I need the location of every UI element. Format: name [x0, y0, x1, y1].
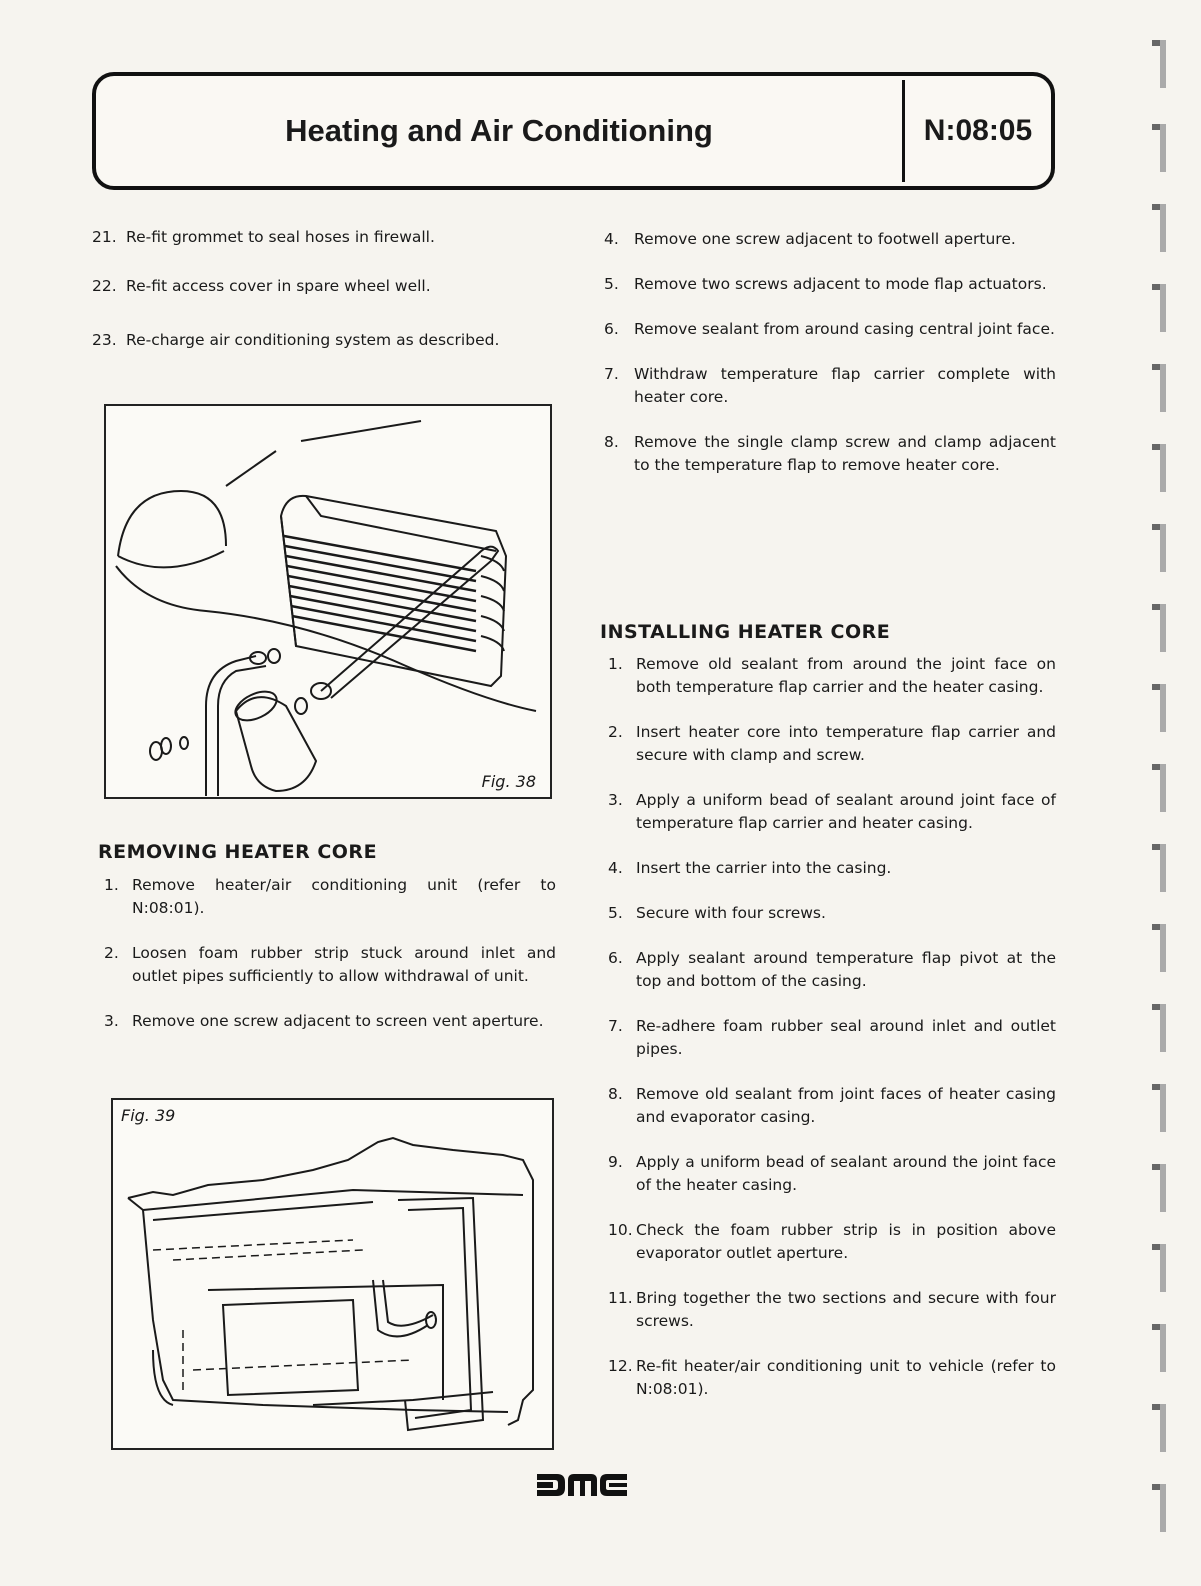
list-item	[604, 431, 1056, 477]
list-item	[608, 1287, 1056, 1333]
step-number: 21.	[92, 228, 117, 246]
index-tab-marks	[1152, 40, 1172, 1540]
page-title: Heating and Air Conditioning	[285, 113, 713, 148]
step-number: 6.	[604, 320, 619, 338]
step-text: Re-fit heater/air conditioning unit to vehicle (refer to N:08:01).	[636, 1357, 1056, 1398]
list-item	[92, 275, 556, 298]
list-item	[608, 1355, 1056, 1401]
step-text: Apply a uniform bead of sealant around the joint face of the heater casing.	[636, 1153, 1056, 1194]
tab-mark	[1152, 524, 1166, 572]
list-item	[608, 1219, 1056, 1265]
tab-mark	[1152, 684, 1166, 732]
tab-mark	[1152, 924, 1166, 972]
step-text: Re-charge air conditioning system as described.	[126, 331, 500, 349]
figure-caption: Fig. 39	[121, 1106, 176, 1125]
step-number: 6.	[608, 949, 623, 967]
tab-mark	[1152, 1484, 1166, 1532]
list-item	[608, 1151, 1056, 1197]
step-number: 1.	[608, 655, 623, 673]
step-number: 10.	[608, 1221, 633, 1239]
list-item	[104, 874, 556, 920]
tab-mark	[1152, 844, 1166, 892]
list-item	[608, 789, 1056, 835]
tab-mark	[1152, 40, 1166, 88]
tab-mark	[1152, 1004, 1166, 1052]
step-number: 4.	[608, 859, 623, 877]
step-number: 2.	[104, 944, 119, 962]
step-text: Insert the carrier into the casing.	[636, 859, 892, 877]
list-item	[92, 329, 556, 352]
step-text: Secure with four screws.	[636, 904, 826, 922]
installing-steps	[608, 653, 1056, 1401]
dmc-logo	[537, 1474, 627, 1496]
step-number: 23.	[92, 331, 117, 349]
list-item	[608, 947, 1056, 993]
section-code: N:08:05	[923, 114, 1033, 147]
step-text: Remove two screws adjacent to mode flap actuators.	[634, 275, 1047, 293]
step-text: Remove old sealant from around the joint face on both temperature flap carrier and the heater casing.	[636, 655, 1056, 696]
right-steps-top	[604, 228, 1056, 477]
step-number: 1.	[104, 876, 119, 894]
figure-38	[104, 404, 552, 799]
tab-mark	[1152, 764, 1166, 812]
step-number: 3.	[104, 1012, 119, 1030]
list-item	[608, 653, 1056, 699]
heater-core-illustration	[106, 406, 550, 797]
list-item	[92, 226, 556, 249]
list-item	[608, 857, 1056, 880]
step-number: 3.	[608, 791, 623, 809]
left-steps-top	[92, 226, 556, 352]
list-item	[608, 1015, 1056, 1061]
step-text: Re-fit grommet to seal hoses in firewall.	[126, 228, 435, 246]
tab-mark	[1152, 1084, 1166, 1132]
step-number: 5.	[604, 275, 619, 293]
step-text: Insert heater core into temperature flap carrier and secure with clamp and screw.	[636, 723, 1056, 764]
step-text: Loosen foam rubber strip stuck around inlet and outlet pipes sufficiently to allow withdrawal of unit.	[132, 944, 556, 985]
section-heading-installing: INSTALLING HEATER CORE	[600, 621, 891, 643]
list-item	[104, 1010, 556, 1033]
tab-mark	[1152, 1324, 1166, 1372]
tab-mark	[1152, 604, 1166, 652]
step-number: 5.	[608, 904, 623, 922]
page-header	[92, 72, 1055, 190]
step-text: Remove one screw adjacent to footwell aperture.	[634, 230, 1016, 248]
step-number: 9.	[608, 1153, 623, 1171]
tab-mark	[1152, 204, 1166, 252]
step-text: Withdraw temperature flap carrier complete with heater core.	[634, 365, 1056, 406]
step-number: 4.	[604, 230, 619, 248]
step-text: Remove sealant from around casing central joint face.	[634, 320, 1055, 338]
step-number: 2.	[608, 723, 623, 741]
step-number: 12.	[608, 1357, 633, 1375]
step-text: Re-fit access cover in spare wheel well.	[126, 277, 431, 295]
tab-mark	[1152, 124, 1166, 172]
step-text: Apply sealant around temperature flap pivot at the top and bottom of the casing.	[636, 949, 1056, 990]
step-number: 8.	[608, 1085, 623, 1103]
list-item	[604, 273, 1056, 296]
list-item	[604, 318, 1056, 341]
heater-casing-illustration	[113, 1100, 552, 1448]
tab-mark	[1152, 444, 1166, 492]
step-number: 22.	[92, 277, 117, 295]
removing-steps	[104, 874, 556, 1033]
figure-39	[111, 1098, 554, 1450]
step-number: 7.	[604, 365, 619, 383]
step-text: Remove old sealant from joint faces of heater casing and evaporator casing.	[636, 1085, 1056, 1126]
tab-mark	[1152, 364, 1166, 412]
tab-mark	[1152, 1244, 1166, 1292]
tab-mark	[1152, 284, 1166, 332]
tab-mark	[1152, 1164, 1166, 1212]
tab-mark	[1152, 1404, 1166, 1452]
step-text: Bring together the two sections and secure with four screws.	[636, 1289, 1056, 1330]
step-text: Remove one screw adjacent to screen vent aperture.	[132, 1012, 544, 1030]
list-item	[604, 363, 1056, 409]
list-item	[604, 228, 1056, 251]
step-text: Remove the single clamp screw and clamp adjacent to the temperature flap to remove heater core.	[634, 433, 1056, 474]
figure-caption: Fig. 38	[481, 772, 536, 791]
dmc-logo-mark	[537, 1474, 627, 1496]
step-text: Remove heater/air conditioning unit (refer to N:08:01).	[132, 876, 556, 917]
list-item	[104, 942, 556, 988]
list-item	[608, 721, 1056, 767]
list-item	[608, 902, 1056, 925]
step-number: 7.	[608, 1017, 623, 1035]
step-number: 8.	[604, 433, 619, 451]
step-text: Apply a uniform bead of sealant around joint face of temperature flap carrier and heater casing.	[636, 791, 1056, 832]
list-item	[608, 1083, 1056, 1129]
step-number: 11.	[608, 1289, 633, 1307]
step-text: Check the foam rubber strip is in position above evaporator outlet aperture.	[636, 1221, 1056, 1262]
section-heading-removing: REMOVING HEATER CORE	[98, 841, 378, 863]
step-text: Re-adhere foam rubber seal around inlet and outlet pipes.	[636, 1017, 1056, 1058]
